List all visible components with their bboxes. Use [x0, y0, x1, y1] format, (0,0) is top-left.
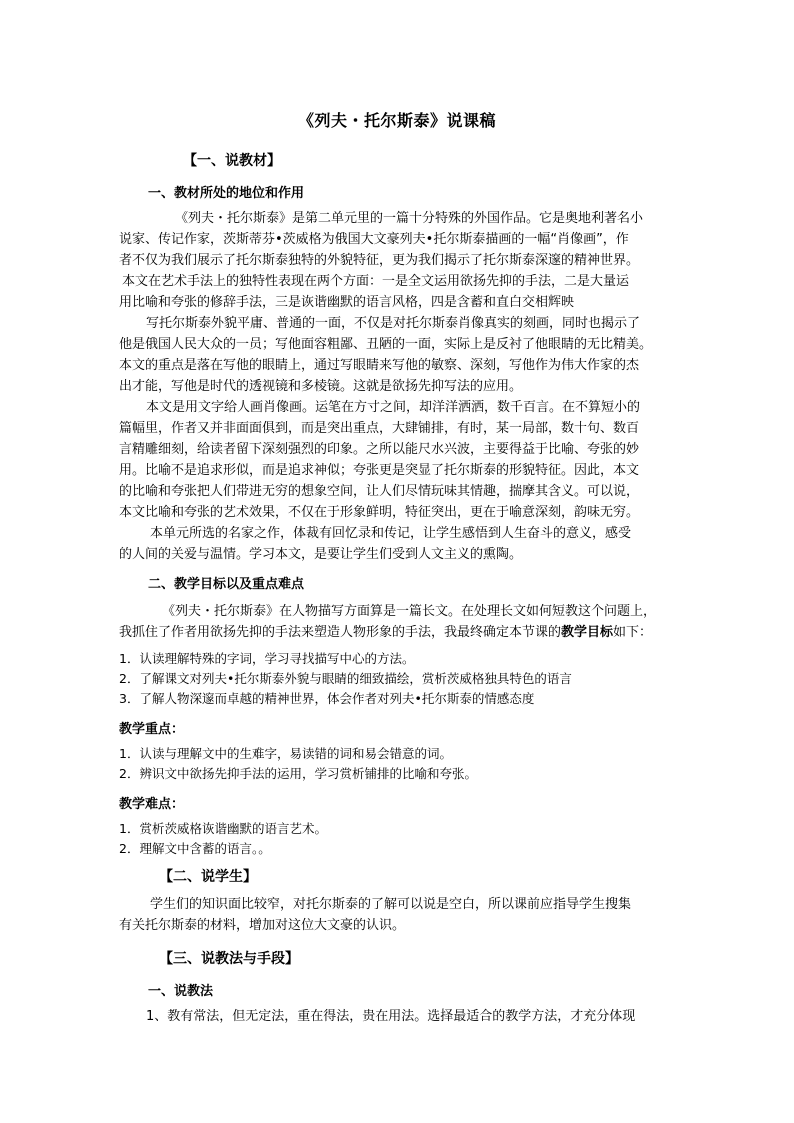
goal-item: 2．了解课文对列夫•托尔斯泰外貌与眼睛的细致描绘，赏析茨威格独具特色的语言 [119, 671, 572, 686]
section-heading-methods: 【三、说教法与手段】 [159, 951, 299, 967]
paragraph-line: 本文是用文字给人画肖像画。运笔在方寸之间，却洋洋洒洒，数千百言。在不算短小的 [146, 400, 641, 415]
subsection-heading-goals: 二、教学目标以及重点难点 [148, 577, 305, 592]
paragraph-line: 的人间的关爱与温情。学习本文，是要让学生们受到人文主义的熏陶。 [119, 547, 523, 562]
key-points-heading: 教学重点： [119, 722, 185, 737]
intro-text: 我抓住了作者用欲扬先抑的手法来塑造人物形象的手法，我最终确定本节课的 [119, 625, 562, 640]
paragraph-line: 有关托尔斯泰的材料，增加对这位大文豪的认识。 [119, 918, 406, 933]
goal-item: 3．了解人物深邃而卓越的精神世界，体会作者对列夫•托尔斯泰的情感态度 [119, 691, 535, 706]
paragraph-line: 1、教有常法，但无定法，重在得法，贵在用法。选择最适合的教学方法，才充分体现 [146, 1009, 636, 1024]
paragraph-line: 本文在艺术手法上的独特性表现在两个方面：一是全文运用欲扬先抑的手法，二是大量运 [122, 274, 630, 289]
section-heading-students: 【二、说学生】 [159, 869, 257, 885]
subsection-heading-teaching-method: 一、说教法 [148, 984, 214, 999]
paragraph-line: 他是俄国人民大众的一员；写他面容粗鄙、丑陋的一面，实际上是反衬了他眼睛的无比精美。 [119, 337, 653, 352]
paragraph-line: 写托尔斯泰外貌平庸、普通的一面，不仅是对托尔斯泰肖像真实的刻画，同时也揭示了 [146, 316, 641, 331]
paragraph-line: 本文的重点是落在写他的眼睛上，通过写眼睛来写他的敏察、深刻，写他作为伟大作家的杰 [119, 358, 640, 373]
paragraph-line: 用比喻和夸张的修辞手法，三是诙谐幽默的语言风格，四是含蓄和直白交相辉映 [119, 295, 575, 310]
intro-text-end: 如下： [613, 625, 653, 640]
subsection-heading-status-role: 一、教材所处的地位和作用 [148, 186, 305, 201]
paragraph-line: 的比喻和夸张把人们带进无穷的想象空间，让人们尽情玩味其情趣，揣摩其含义。可以说， [119, 484, 640, 499]
paragraph-line: 言精雕细刻，给读者留下深刻强烈的印象。之所以能尺水兴波，主要得益于比喻、夸张的妙 [119, 442, 640, 457]
paragraph-line: 学生们的知识面比较窄，对托尔斯泰的了解可以说是空白，所以课前应指导学生搜集 [150, 897, 632, 912]
difficult-point-item: 2．理解文中含蓄的语言。。 [119, 841, 271, 856]
paragraph-line: 篇幅里，作者又并非面面俱到，而是突出重点，大肆铺排，有时，某一局部，数十句、数百 [119, 421, 640, 436]
teaching-goal-label: 教学目标 [561, 625, 614, 640]
page-title: 《列夫・托尔斯泰》说课稿 [297, 111, 496, 130]
paragraph-line: 本单元所选的名家之作，体裁有回忆录和传记，让学生感悟到人生奋斗的意义，感受 [150, 526, 632, 541]
paragraph-line: 本文比喻和夸张的艺术效果，不仅在于形象鲜明，特征突出，更在于喻意深刻，韵味无穷。 [119, 505, 640, 520]
paragraph-line: 说家、传记作家，茨斯蒂芬•茨威格为俄国大文豪列夫•托尔斯泰描画的一幅“肖像画”，作 [119, 232, 629, 247]
goal-item: 1．认读理解特殊的字词，学习寻找描写中心的方法。 [119, 651, 415, 666]
paragraph-line [119, 624, 652, 642]
difficult-points-heading: 教学难点： [119, 797, 185, 812]
key-point-item: 2．辨识文中欲扬先抑手法的运用，学习赏析铺排的比喻和夸张。 [119, 766, 477, 781]
paragraph-line: 用。比喻不是追求形似，而是追求神似；夸张更是突显了托尔斯泰的形貌特征。因此，本文 [119, 463, 640, 478]
paragraph-line: 者不仅为我们展示了托尔斯泰独特的外貌特征，更为我们揭示了托尔斯泰深邃的精神世界。 [119, 253, 640, 268]
paragraph-line: 《列夫・托尔斯泰》是第二单元里的一篇十分特殊的外国作品。它是奥地利著名小 [175, 211, 644, 226]
paragraph-line: 《列夫・托尔斯泰》在人物描写方面算是一篇长文。在处理长文如何短教这个问题上， [162, 604, 657, 619]
paragraph-line: 出才能，写他是时代的透视镜和多棱镜。这就是欲扬先抑写法的应用。 [119, 379, 523, 394]
difficult-point-item: 1．赏析茨威格诙谐幽默的语言艺术。 [119, 821, 327, 836]
section-heading-teaching-material: 【一、说教材】 [183, 153, 281, 169]
key-point-item: 1．认读与理解文中的生难字，易读错的词和易会错意的词。 [119, 746, 452, 761]
